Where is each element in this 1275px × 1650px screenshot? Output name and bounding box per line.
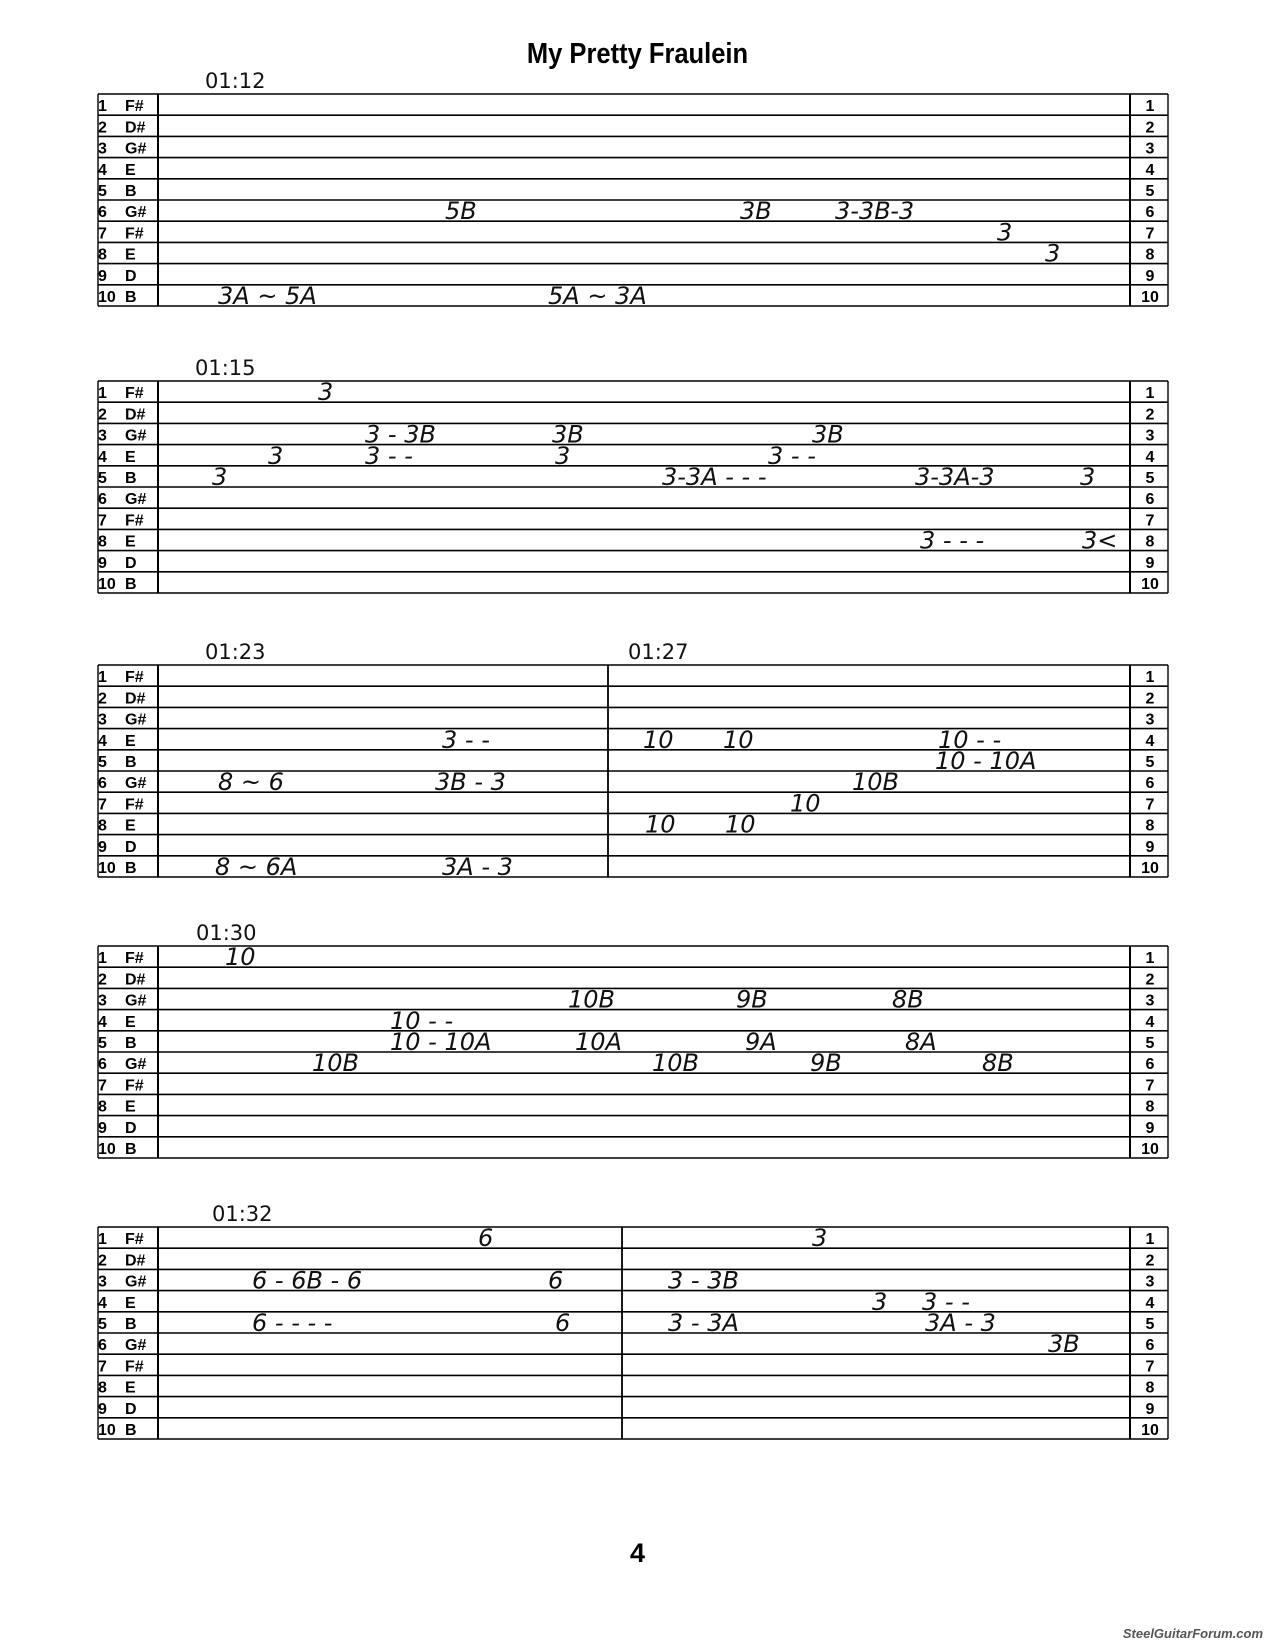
tab-note: 3A - 3 [925,1309,996,1337]
string-note-label: F# [125,669,144,687]
string-number-left: 1 [98,1231,107,1249]
string-number-left: 4 [98,161,107,179]
string-number-left: 4 [98,1294,107,1312]
string-note-label: E [125,1379,136,1397]
timestamp: 01:23 [205,640,266,664]
string-number-left: 4 [98,448,107,466]
string-number-right: 6 [1145,775,1155,793]
string-number-left: 6 [98,491,107,509]
timestamp: 01:15 [195,356,256,380]
string-number-right: 4 [1145,732,1155,750]
tab-note: 3-3B-3 [835,197,915,226]
string-note-label: B [125,1422,137,1439]
string-note-label: D [125,1119,137,1137]
tab-note: 10 - - [390,1006,454,1035]
tab-note: 3 [318,378,334,407]
string-note-label: D [125,554,137,572]
string-note-label: B [125,1035,137,1052]
string-note-label: D# [125,119,146,137]
string-number-left: 7 [98,1077,107,1095]
string-note-label: B [125,576,137,593]
string-note-label: B [125,754,137,771]
tab-note: 3 [1045,239,1061,268]
string-note-label: G# [125,992,147,1010]
string-number-left: 8 [98,1098,107,1116]
string-note-label: B [125,1141,137,1158]
string-note-label: F# [125,225,144,243]
staff-svg [98,641,1168,885]
string-note-label: D [125,838,137,856]
string-number-left: 5 [98,754,107,771]
string-number-left: 4 [98,1013,107,1031]
string-number-right: 2 [1145,971,1155,989]
string-number-right: 10 [1141,576,1159,593]
string-number-left: 7 [98,225,107,243]
string-number-left: 1 [98,385,107,403]
string-number-right: 1 [1145,385,1155,403]
string-number-right: 5 [1145,470,1155,487]
string-number-right: 6 [1145,204,1155,222]
string-number-left: 7 [98,512,107,530]
tab-note: 9B [736,985,768,1014]
string-number-left: 2 [98,971,107,989]
string-number-right: 1 [1145,669,1155,687]
tab-note: 3A - 3 [442,853,513,881]
tab-note: 10 [723,725,754,754]
staff-svg [98,922,1168,1166]
tab-note: 6 - 6B - 6 [252,1266,363,1295]
string-number-left: 8 [98,246,107,264]
tab-note: 3-3A - - - [662,463,767,491]
string-number-left: 10 [98,1422,116,1439]
string-note-label: G# [125,1337,147,1355]
tab-note: 3B [812,420,844,449]
tab-note: 3 [812,1224,828,1253]
string-note-label: G# [125,491,147,509]
string-note-label: E [125,732,136,750]
string-number-left: 8 [98,1379,107,1397]
string-number-left: 6 [98,775,107,793]
tab-note: 10B [312,1049,360,1078]
string-number-left: 2 [98,690,107,708]
string-number-right: 3 [1145,1273,1155,1291]
string-number-right: 1 [1145,1231,1155,1249]
string-number-left: 9 [98,267,107,285]
timestamp: 01:32 [212,1202,273,1226]
timestamp: 01:12 [205,69,266,93]
string-note-label: E [125,1294,136,1312]
string-number-right: 2 [1145,119,1155,137]
string-number-left: 1 [98,950,107,968]
string-number-right: 4 [1145,161,1155,179]
string-number-left: 8 [98,533,107,551]
string-number-left: 10 [98,1141,116,1158]
string-number-right: 9 [1145,1400,1155,1418]
string-number-right: 10 [1141,1141,1159,1158]
string-number-left: 9 [98,1119,107,1137]
tab-note: 10 [225,943,256,972]
string-number-left: 2 [98,119,107,137]
string-note-label: B [125,470,137,487]
string-number-left: 6 [98,1056,107,1074]
string-number-right: 8 [1145,533,1155,551]
string-number-right: 7 [1145,796,1155,814]
tab-note: 5B [445,197,477,226]
string-note-label: F# [125,385,144,403]
string-number-right: 7 [1145,512,1155,530]
string-note-label: B [125,860,137,877]
staff-svg [98,1203,1168,1447]
tab-note: 3 [555,441,571,470]
string-note-label: B [125,1316,137,1333]
string-number-left: 3 [98,427,107,445]
string-note-label: E [125,161,136,179]
string-note-label: G# [125,1056,147,1074]
staff-svg [98,70,1168,314]
tab-note: 3 - - [768,441,816,470]
tab-note: 10 [725,810,756,839]
tab-note: 3 - 3A [668,1309,739,1337]
tab-note: 10B [852,768,900,797]
tab-note: 10 - 10A [390,1028,492,1056]
tab-note: 8B [982,1049,1014,1078]
string-number-right: 3 [1145,140,1155,158]
string-number-right: 5 [1145,1035,1155,1052]
tab-note: 3 - 3B [365,420,436,449]
string-number-left: 8 [98,817,107,835]
string-note-label: D [125,1400,137,1418]
string-number-right: 2 [1145,1252,1155,1270]
tab-note: 3B [740,197,772,226]
string-number-left: 5 [98,1316,107,1333]
string-note-label: G# [125,204,147,222]
string-note-label: E [125,533,136,551]
string-number-left: 3 [98,140,107,158]
string-number-left: 5 [98,470,107,487]
tab-note: 9A [745,1028,777,1056]
string-number-left: 9 [98,1400,107,1418]
string-number-right: 5 [1145,1316,1155,1333]
string-note-label: E [125,246,136,264]
tab-note: 10 - 10A [935,747,1037,775]
tab-note: 3 - - - [920,526,985,555]
string-note-label: E [125,1013,136,1031]
page-title: My Pretty Fraulein [526,38,749,70]
string-number-right: 2 [1145,406,1155,424]
tab-note: 3 [997,218,1013,247]
tab-note: 3 - - [922,1287,970,1316]
string-number-right: 1 [1145,950,1155,968]
string-number-right: 7 [1145,1077,1155,1095]
tab-note: 3< [1082,526,1118,555]
string-note-label: G# [125,775,147,793]
string-number-right: 10 [1141,289,1159,306]
string-number-right: 9 [1145,554,1155,572]
tab-note: 10B [568,985,616,1014]
string-number-left: 6 [98,204,107,222]
string-number-right: 3 [1145,711,1155,729]
tab-note: 8 ~ 6 [218,768,284,797]
string-note-label: E [125,448,136,466]
tab-note: 3B [552,420,584,449]
string-note-label: G# [125,711,147,729]
string-number-right: 8 [1145,1098,1155,1116]
string-number-left: 6 [98,1337,107,1355]
string-number-right: 5 [1145,754,1155,771]
string-note-label: D# [125,1252,146,1270]
tab-note: 3-3A-3 [915,463,995,491]
string-note-label: D# [125,971,146,989]
tab-note: 5A ~ 3A [548,282,647,310]
string-number-right: 1 [1145,98,1155,116]
string-note-label: F# [125,1077,144,1095]
string-number-left: 9 [98,554,107,572]
string-number-right: 9 [1145,838,1155,856]
string-number-right: 7 [1145,225,1155,243]
string-number-right: 10 [1141,1422,1159,1439]
tab-note: 6 - - - - [252,1309,333,1337]
string-note-label: F# [125,98,144,116]
tab-note: 8A [905,1028,937,1056]
string-number-left: 10 [98,860,116,877]
string-note-label: G# [125,140,147,158]
string-number-right: 4 [1145,1013,1155,1031]
string-number-right: 4 [1145,448,1155,466]
string-number-right: 6 [1145,1056,1155,1074]
string-number-right: 3 [1145,427,1155,445]
string-number-left: 1 [98,98,107,116]
tab-note: 10 - - [938,725,1002,754]
string-note-label: F# [125,1231,144,1249]
string-number-right: 8 [1145,817,1155,835]
string-number-right: 6 [1145,1337,1155,1355]
tab-note: 3A ~ 5A [218,282,317,310]
tab-note: 6 [548,1266,564,1295]
tab-note: 9B [810,1049,842,1078]
tab-note: 3 - - [365,441,413,470]
string-note-label: F# [125,512,144,530]
string-number-left: 3 [98,711,107,729]
string-number-left: 7 [98,1358,107,1376]
string-number-left: 10 [98,576,116,593]
string-number-right: 9 [1145,267,1155,285]
string-note-label: G# [125,1273,147,1291]
string-number-right: 3 [1145,992,1155,1010]
string-number-left: 7 [98,796,107,814]
string-note-label: F# [125,1358,144,1376]
page-number: 4 [629,1538,646,1568]
string-number-right: 6 [1145,491,1155,509]
tab-note: 10A [575,1028,622,1056]
staff-svg [98,357,1168,601]
string-note-label: D [125,267,137,285]
string-note-label: D# [125,406,146,424]
string-number-left: 4 [98,732,107,750]
string-number-left: 1 [98,669,107,687]
tab-note: 3 [1080,463,1096,491]
string-note-label: D# [125,690,146,708]
string-number-right: 8 [1145,1379,1155,1397]
tab-note: 3B - 3 [435,768,506,797]
tab-note: 8 ~ 6A [215,853,298,881]
tab-note: 6 [478,1224,494,1253]
tab-note: 3 [212,463,228,491]
string-number-right: 4 [1145,1294,1155,1312]
string-number-right: 5 [1145,183,1155,200]
string-number-left: 3 [98,992,107,1010]
string-note-label: F# [125,950,144,968]
string-note-label: B [125,183,137,200]
tab-note: 3 [872,1287,888,1316]
string-number-left: 5 [98,183,107,200]
string-number-left: 9 [98,838,107,856]
string-number-left: 2 [98,406,107,424]
string-note-label: F# [125,796,144,814]
string-number-right: 7 [1145,1358,1155,1376]
tab-note: 8B [892,985,924,1014]
string-number-left: 2 [98,1252,107,1270]
tab-note: 3B [1048,1330,1080,1359]
string-number-left: 10 [98,289,116,306]
string-note-label: E [125,1098,136,1116]
tab-note: 10 [790,789,821,818]
string-number-left: 5 [98,1035,107,1052]
string-number-right: 9 [1145,1119,1155,1137]
tab-note: 10 [643,725,674,754]
timestamp: 01:27 [628,640,689,664]
string-number-right: 8 [1145,246,1155,264]
string-number-left: 3 [98,1273,107,1291]
tab-note: 6 [555,1309,571,1337]
tab-note: 10 [645,810,676,839]
string-number-right: 2 [1145,690,1155,708]
tab-note: 3 - - [442,725,490,754]
string-note-label: G# [125,427,147,445]
string-note-label: E [125,817,136,835]
tab-note: 3 - 3B [668,1266,739,1295]
string-number-right: 10 [1141,860,1159,877]
string-note-label: B [125,289,137,306]
tab-note: 3 [268,441,284,470]
tab-note: 10B [652,1049,700,1078]
timestamp: 01:30 [196,921,257,945]
watermark: SteelGuitarForum.com [1122,1626,1263,1641]
